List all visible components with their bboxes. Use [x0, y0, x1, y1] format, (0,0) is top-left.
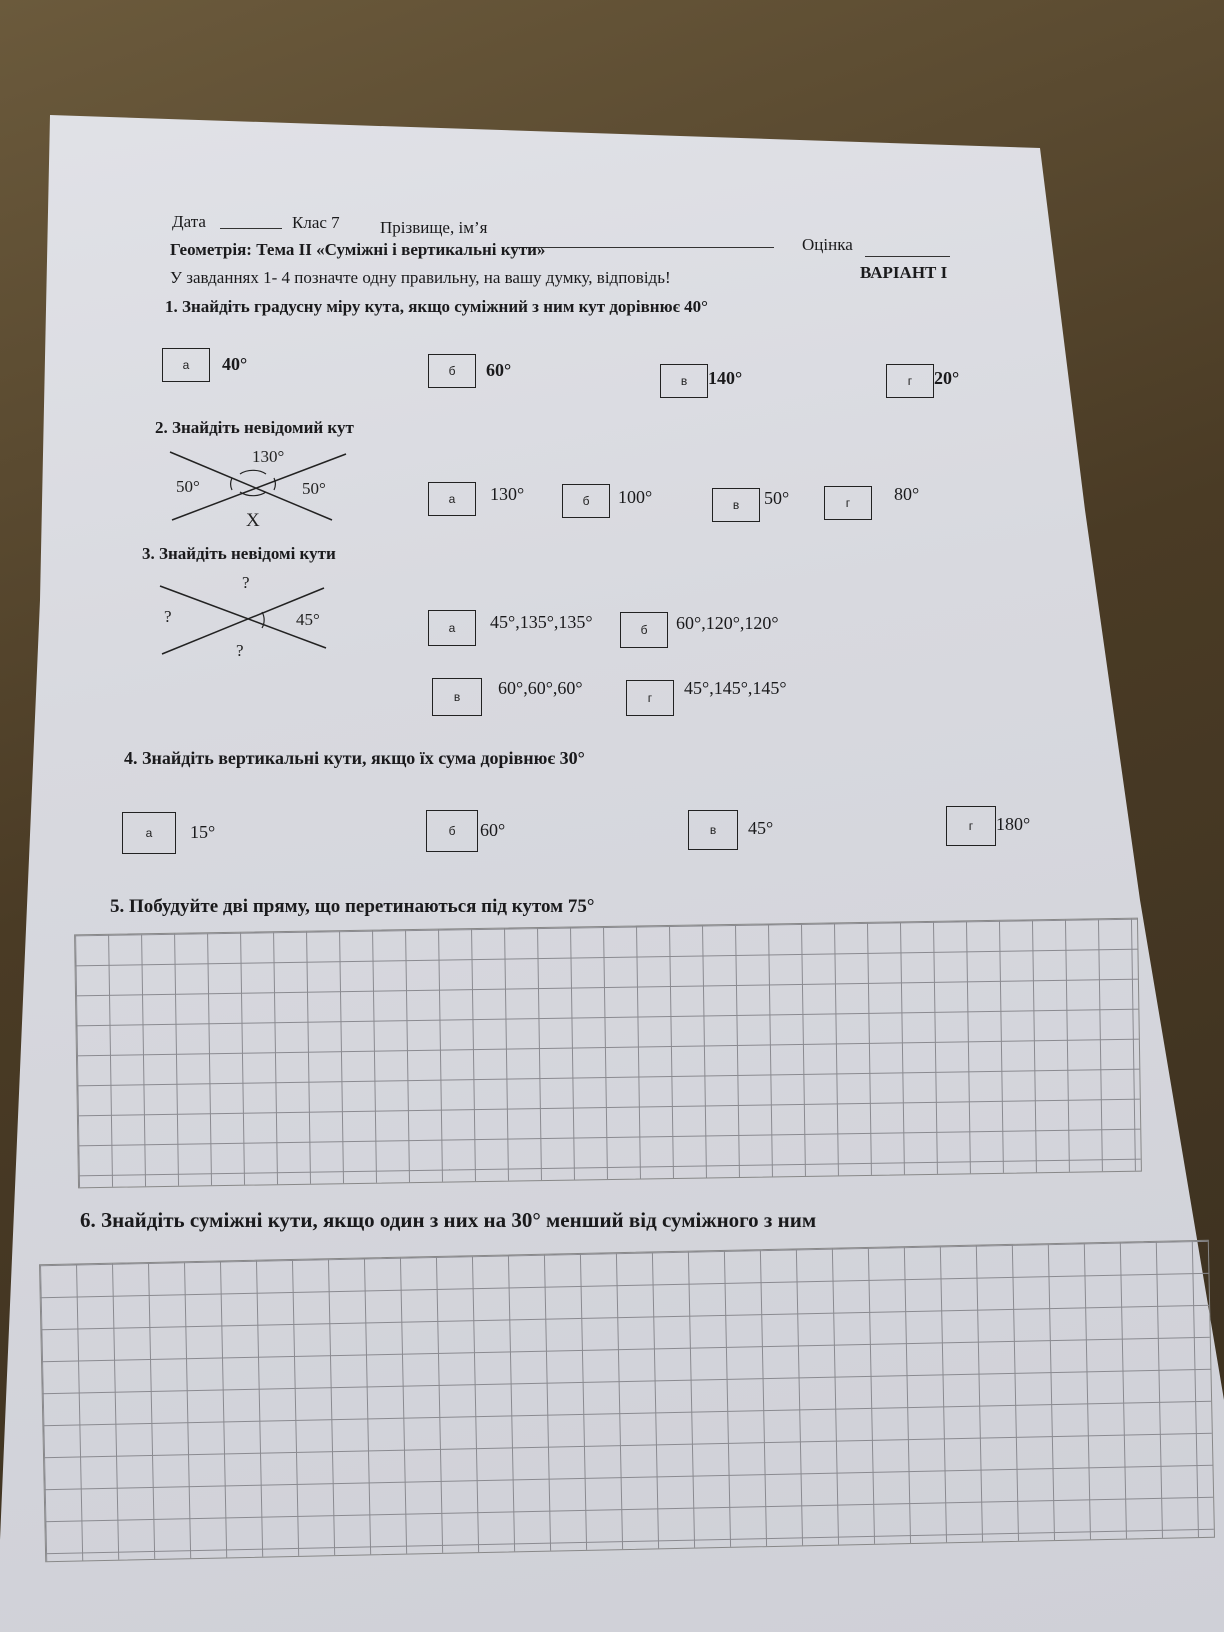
q4-option-b-box[interactable]: б	[426, 810, 478, 852]
instruction-text: У завданнях 1- 4 позначте одну правильну, на вашу думку, відповідь!	[170, 268, 671, 287]
question-6: 6. Знайдіть суміжні кути, якщо один з них на 30° менший від суміжного з ним	[80, 1208, 817, 1232]
q3-label-left: ?	[164, 607, 172, 626]
q4-option-a-box[interactable]: а	[122, 812, 176, 854]
q2-arc-top	[240, 470, 266, 474]
q5-drawing-grid[interactable]	[74, 918, 1142, 1189]
grade-label: Оцінка	[802, 235, 853, 254]
q1-option-d-value: 20°	[934, 368, 960, 388]
q2-label-bottom: X	[246, 510, 260, 531]
q4-option-d-box[interactable]: г	[946, 806, 996, 846]
question-5: 5. Побудуйте дві пряму, що перетинаються під кутом 75°	[110, 896, 595, 917]
grade-field[interactable]	[865, 238, 950, 257]
q3-option-a-box[interactable]: а	[428, 610, 476, 646]
q2-option-a-box[interactable]: а	[428, 482, 476, 516]
date-field[interactable]	[220, 210, 282, 229]
q2-option-b-value: 100°	[618, 487, 653, 507]
q3-option-b-value: 60°,120°,120°	[676, 613, 779, 633]
q2-option-d-box[interactable]: г	[824, 486, 872, 520]
q3-option-a-value: 45°,135°,135°	[490, 612, 593, 632]
q3-label-right: 45°	[296, 610, 320, 629]
q2-option-b-box[interactable]: б	[562, 484, 610, 518]
name-label: Прізвище, ім’я	[380, 218, 488, 237]
q4-option-c-value: 45°	[748, 818, 774, 838]
q2-arc-left	[231, 478, 232, 490]
q3-crossing-lines-figure	[150, 572, 340, 664]
q2-option-c-box[interactable]: в	[712, 488, 760, 522]
question-1: 1. Знайдіть градусну міру кута, якщо суміжний з ним кут дорівнює 40°	[165, 297, 708, 316]
q3-label-bottom: ?	[236, 641, 244, 660]
q3-option-c-value: 60°,60°,60°	[498, 678, 583, 698]
q2-crossing-lines-figure	[160, 444, 360, 534]
q1-option-a-box[interactable]: а	[162, 348, 210, 382]
q3-option-c-box[interactable]: в	[432, 678, 482, 716]
q4-option-a-value: 15°	[190, 822, 216, 842]
q3-option-d-box[interactable]: г	[626, 680, 674, 716]
q6-work-grid[interactable]	[39, 1240, 1215, 1562]
q2-label-top: 130°	[252, 447, 285, 466]
name-field[interactable]	[512, 225, 774, 248]
q4-option-c-box[interactable]: в	[688, 810, 738, 850]
q4-option-b-value: 60°	[480, 820, 506, 840]
q4-option-d-value: 180°	[996, 814, 1031, 834]
q1-option-b-box[interactable]: б	[428, 354, 476, 388]
q1-option-b-value: 60°	[486, 360, 512, 380]
q1-option-d-box[interactable]: г	[886, 364, 934, 398]
q1-option-a-value: 40°	[222, 354, 248, 374]
question-4: 4. Знайдіть вертикальні кути, якщо їх сума дорівнює 30°	[124, 748, 585, 768]
q2-option-c-value: 50°	[764, 488, 790, 508]
q1-option-c-box[interactable]: в	[660, 364, 708, 398]
q3-option-b-box[interactable]: б	[620, 612, 668, 648]
q2-option-d-value: 80°	[894, 484, 920, 504]
variant-label: ВАРІАНТ І	[860, 263, 948, 282]
date-label: Дата	[172, 212, 206, 231]
class-label: Клас 7	[292, 213, 340, 232]
question-2: 2. Знайдіть невідомий кут	[155, 418, 354, 437]
q3-option-d-value: 45°,145°,145°	[684, 678, 787, 698]
q3-arc-right	[262, 612, 264, 628]
topic-title: Геометрія: Тема II «Суміжні і вертикальні кути»	[170, 240, 546, 259]
question-3: 3. Знайдіть невідомі кути	[142, 544, 336, 563]
q2-label-right: 50°	[302, 479, 326, 498]
q2-label-left: 50°	[176, 477, 200, 496]
q2-arc-right	[274, 478, 275, 490]
q1-option-c-value: 140°	[708, 368, 743, 388]
q3-label-top: ?	[242, 573, 250, 592]
q2-option-a-value: 130°	[490, 484, 525, 504]
